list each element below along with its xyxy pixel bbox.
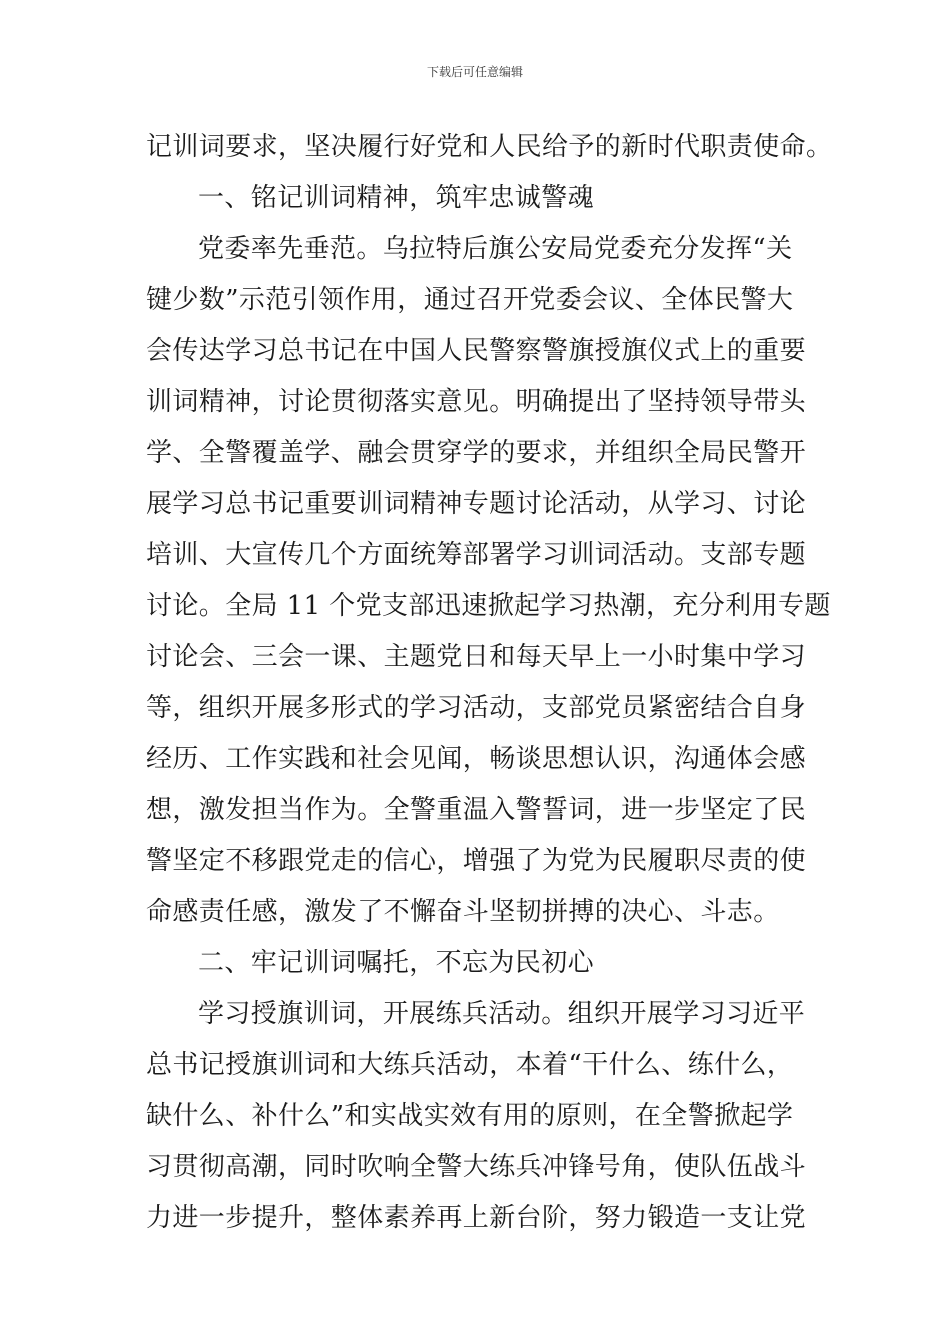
- text-line-20: 缺什么、补什么”和实战实效有用的原则，在全警掀起学: [146, 1101, 794, 1131]
- text-line-13: 经历、工作实践和社会见闻，畅谈思想认识，沟通体会感: [146, 744, 807, 774]
- text-line-18: 学习授旗训词，开展练兵活动。组织开展学习习近平: [198, 999, 806, 1029]
- text-line-4: 键少数”示范引领作用，通过召开党委会议、全体民警大: [146, 285, 794, 315]
- text-line-19: 总书记授旗训词和大练兵活动，本着“干什么、练什么，: [146, 1050, 794, 1080]
- text-line-9: 培训、大宣传几个方面统筹部署学习训词活动。支部专题: [146, 540, 807, 570]
- text-line-15: 警坚定不移跟党走的信心，增强了为党为民履职尽责的使: [146, 846, 807, 876]
- text-line-3: 党委率先垂范。乌拉特后旗公安局党委充分发挥“关: [198, 234, 793, 264]
- text-line-11: 讨论会、三会一课、主题党日和每天早上一小时集中学习: [146, 642, 807, 672]
- text-line-6: 训词精神，讨论贯彻落实意见。明确提出了坚持领导带头: [146, 387, 807, 417]
- text-line-8: 展学习总书记重要训词精神专题讨论活动，从学习、讨论: [146, 489, 807, 519]
- text-line-21: 习贯彻高潮，同时吹响全警大练兵冲锋号角，使队伍战斗: [146, 1152, 807, 1182]
- text-line-22: 力进一步提升，整体素养再上新台阶，努力锻造一支让党: [146, 1203, 807, 1233]
- text-line-14: 想，激发担当作为。全警重温入警誓词，进一步坚定了民: [146, 795, 807, 825]
- text-line-16: 命感责任感，激发了不懈奋斗坚韧拼搏的决心、斗志。: [146, 897, 780, 927]
- text-line-7: 学、全警覆盖学、融会贯穿学的要求，并组织全局民警开: [146, 438, 807, 468]
- section-heading-1: 一、铭记训词精神，筑牢忠诚警魂: [198, 183, 595, 213]
- page-header: 下载后可任意编辑: [426, 65, 523, 79]
- section-heading-2: 二、牢记训词嘱托，不忘为民初心: [198, 948, 595, 978]
- text-line-1: 记训词要求，坚决履行好党和人民给予的新时代职责使命。: [146, 132, 833, 162]
- text-line-12: 等，组织开展多形式的学习活动，支部党员紧密结合自身: [146, 693, 807, 723]
- text-line-5: 会传达学习总书记在中国人民警察警旗授旗仪式上的重要: [146, 336, 807, 366]
- text-line-10: 讨论。全局 11 个党支部迅速掀起学习热潮，充分利用专题: [146, 591, 831, 621]
